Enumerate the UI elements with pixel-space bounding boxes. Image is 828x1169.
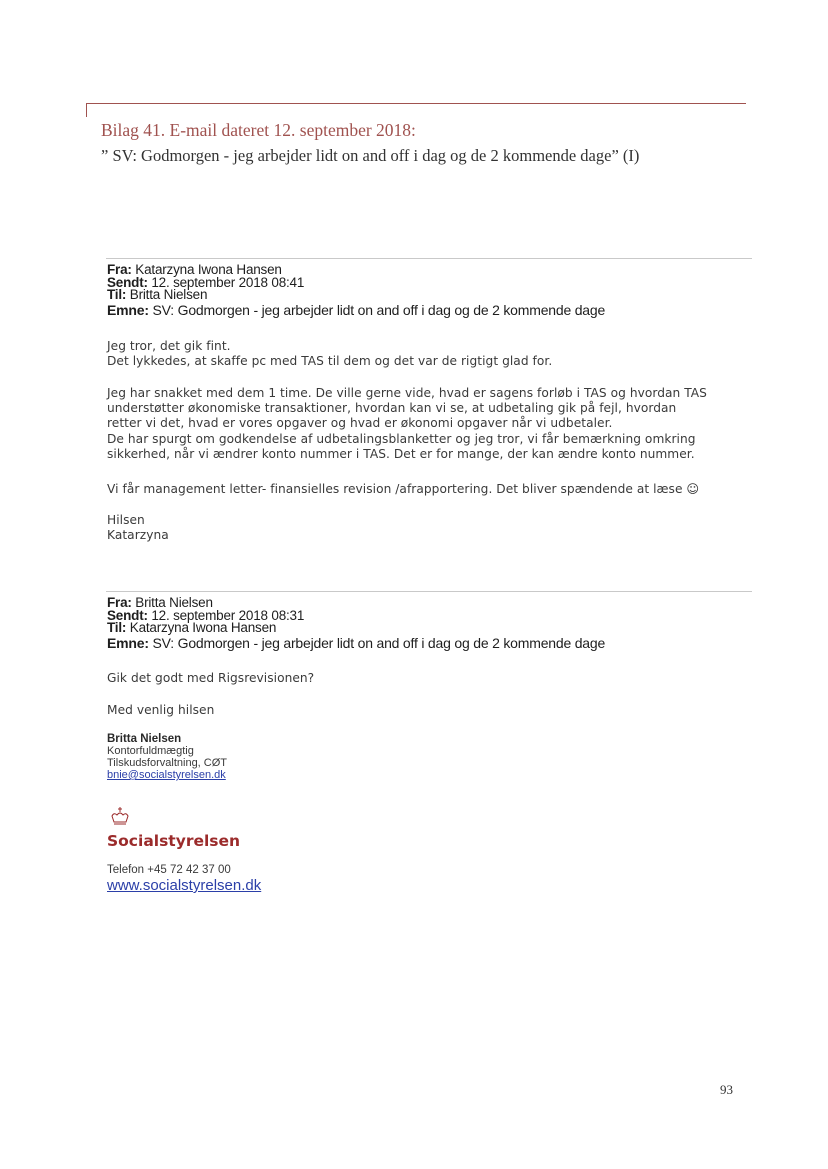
email-body-2a: Gik det godt med Rigsrevisionen?	[107, 671, 315, 685]
from-line: Fra: Katarzyna Iwona Hansen	[107, 262, 282, 277]
body-line: De har spurgt om godkendelse af udbetalingsblanketter og jeg tror, vi får bemærkning omkring	[107, 431, 696, 446]
page-number: 93	[720, 1082, 733, 1097]
email-body-1a	[107, 339, 552, 369]
email-body-2b: Med venlig hilsen	[107, 703, 215, 717]
bilag-title: Bilag 41. E-mail dateret 12. september 2018:	[101, 120, 416, 140]
email-body-1b	[107, 386, 707, 462]
to-value: Britta Nielsen	[129, 287, 208, 302]
org-name: Socialstyrelsen	[107, 832, 241, 850]
closing-name: Katarzyna	[107, 528, 169, 543]
bilag-subtitle: ” SV: Godmorgen - jeg arbejder lidt on and off i dag og de 2 kommende dage” (I)	[101, 146, 640, 165]
to-line: Til: Katarzyna Iwona Hansen	[107, 620, 277, 635]
body-line: Jeg tror, det gik fint.	[107, 339, 231, 353]
email-body-1c	[107, 482, 699, 497]
sent-line: Sendt: 12. september 2018 08:41	[107, 274, 305, 290]
subject-value: SV: Godmorgen - jeg arbejder lidt on and off i dag og de 2 kommende dage	[152, 301, 606, 318]
body-line: Det lykkedes, at skaffe pc med TAS til dem og det var de rigtigt glad for.	[107, 354, 553, 369]
body-line: Jeg har snakket med dem 1 time. De ville gerne vide, hvad er sagens forløb i TAS og hvordan TAS	[107, 386, 707, 400]
body-line: sikkerhed, når vi ændrer konto nummer i TAS. Det er for mange, der kan ændre konto nummer.	[107, 446, 695, 461]
from-value: Britta Nielsen	[135, 595, 213, 610]
signature-email-wrap	[107, 770, 226, 782]
signature-name: Britta Nielsen	[107, 733, 182, 745]
body-line: Vi får management letter- finansielles revision /afrapportering. Det bliver spændende at læse ☺	[107, 482, 700, 496]
to-value: Katarzyna Iwona Hansen	[129, 620, 277, 635]
website-link[interactable]: www.socialstyrelsen.dk	[107, 877, 262, 894]
sent-value: 12. september 2018 08:41	[151, 274, 305, 290]
email-closing-1	[107, 513, 169, 543]
sent-line: Sendt: 12. september 2018 08:31	[107, 607, 305, 623]
sent-value: 12. september 2018 08:31	[151, 607, 305, 623]
header-rule	[86, 103, 746, 104]
signature-email-link[interactable]: bnie@socialstyrelsen.dk	[107, 769, 226, 781]
from-value: Katarzyna Iwona Hansen	[135, 262, 282, 277]
signature-department: Tilskudsforvaltning, CØT	[107, 757, 228, 769]
email-header-2	[107, 597, 605, 651]
subject-value: SV: Godmorgen - jeg arbejder lidt on and off i dag og de 2 kommende dage	[152, 634, 606, 651]
email-separator	[106, 258, 752, 259]
to-line: Til: Britta Nielsen	[107, 287, 208, 302]
body-line: retter vi det, hvad er vores opgaver og hvad er økonomi opgaver når vi udbetaler.	[107, 416, 613, 431]
royal-crown-icon	[109, 806, 131, 828]
email-separator	[106, 591, 752, 592]
body-line: understøtter økonomiske transaktioner, hvordan kan vi se, at udbetaling gik på fejl, hvordan	[107, 401, 677, 416]
subject-line: Emne: SV: Godmorgen - jeg arbejder lidt on and off i dag og de 2 kommende dage	[107, 301, 606, 318]
phone-number: Telefon +45 72 42 37 00	[107, 864, 231, 876]
subject-line: Emne: SV: Godmorgen - jeg arbejder lidt on and off i dag og de 2 kommende dage	[107, 634, 606, 651]
header-rule-tick	[86, 103, 87, 117]
email-header-1	[107, 264, 605, 318]
signature-title: Kontorfuldmægtig	[107, 745, 194, 757]
from-line: Fra: Britta Nielsen	[107, 595, 213, 610]
closing-greeting: Hilsen	[107, 513, 145, 527]
